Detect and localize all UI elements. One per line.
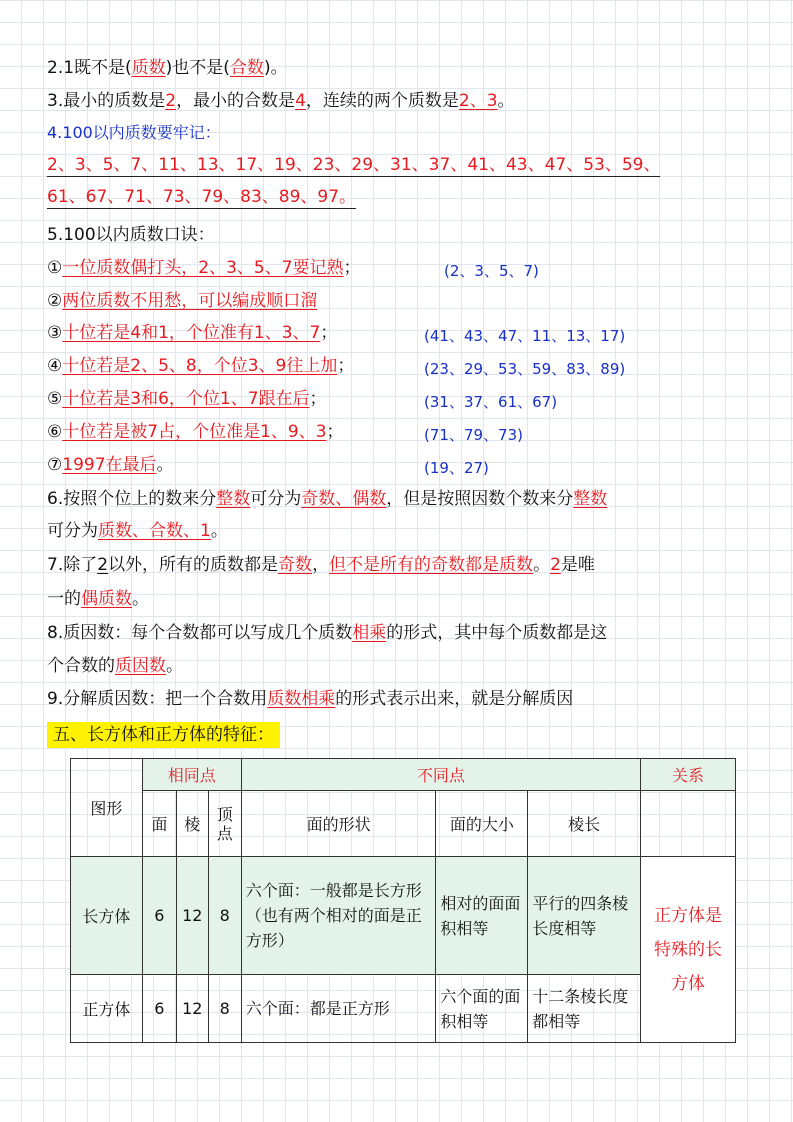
header-edge: 棱 — [176, 791, 208, 857]
mnemonic-punct: ； — [337, 356, 355, 376]
mnemonic-3 — [47, 322, 337, 344]
q7-text: 。 — [533, 555, 551, 575]
q7-line-1 — [47, 554, 595, 576]
q6-text: 。 — [210, 521, 228, 541]
mnemonic-text: 两位质数不用愁，可以编成顺口溜 — [62, 291, 318, 311]
q6-line-1 — [47, 488, 607, 510]
row-vertex: 8 — [208, 857, 241, 975]
q8-answer: 相乘 — [352, 623, 387, 643]
mnemonic-note-7: (19、27) — [424, 459, 489, 477]
header-relation: 关系 — [641, 759, 736, 791]
mnemonic-note-1: (2、3、5、7) — [444, 262, 539, 280]
row-name: 正方体 — [71, 975, 143, 1043]
prime-list-text: 61、67、71、73、79、83、89、97。 — [47, 187, 357, 207]
q4-title: 4.100以内质数要牢记： — [47, 123, 221, 142]
row-size: 六个面的面积相等 — [436, 975, 528, 1043]
q7-text: 是唯 — [560, 555, 595, 575]
mnemonic-text: 一位质数偶打头，2、3、5、7要记熟 — [62, 258, 344, 278]
prime-list-line-2 — [47, 181, 731, 213]
header-shape: 图形 — [71, 759, 143, 857]
mnemonic-number: ⑦ — [47, 455, 63, 475]
q8-text: 个合数的 — [47, 656, 115, 676]
q7-text: 一的 — [47, 589, 81, 609]
mnemonic-note-5: (31、37、61、67) — [424, 393, 558, 411]
q7-answer: 偶质数 — [81, 589, 132, 609]
q6-text: 可分为 — [250, 489, 302, 509]
q9-answer: 质数相乘 — [267, 689, 336, 709]
q2-answer-2: 合数 — [229, 58, 264, 78]
q3-text: ，最小的合数是 — [176, 91, 296, 111]
row-edge: 12 — [176, 857, 208, 975]
q6-text: 6.按照个位上的数来分 — [47, 489, 217, 509]
q6-answer: 整数 — [573, 489, 608, 509]
mnemonic-4 — [47, 355, 354, 377]
mnemonic-number: ④ — [47, 356, 63, 376]
q6-text: 可分为 — [47, 521, 98, 541]
row-size: 相对的面面积相等 — [436, 857, 528, 975]
mnemonic-number: ⑤ — [47, 389, 63, 409]
q3-answer-1: 2 — [165, 91, 177, 111]
q2-text: 2.1既不是( — [47, 58, 132, 78]
q3-answer-3: 2、3 — [458, 91, 498, 111]
q7-text: 以外，所有的质数都是 — [108, 555, 279, 575]
q8-text: 。 — [166, 656, 183, 676]
mnemonic-punct: 。 — [156, 455, 174, 475]
q8-line-1 — [47, 622, 607, 644]
row-face: 6 — [142, 975, 176, 1043]
q8-line-2 — [47, 655, 183, 677]
header-different: 不同点 — [241, 759, 640, 791]
mnemonic-number: ⑥ — [47, 422, 63, 442]
row-edge: 12 — [176, 975, 208, 1043]
q6-text: ，但是按照因数个数来分 — [386, 489, 574, 509]
mnemonic-text: 十位若是4和1，个位准有1、3、7 — [62, 323, 321, 343]
q3-text: ，连续的两个质数是 — [305, 91, 459, 111]
q9-text: 9.分解质因数：把一个合数用 — [47, 689, 268, 709]
q7-answer: 奇数 — [278, 555, 313, 575]
mnemonic-punct: ； — [320, 323, 338, 343]
mnemonic-2 — [47, 290, 317, 312]
q7-line-2 — [47, 588, 149, 610]
header-same: 相同点 — [142, 759, 241, 791]
q8-text: 的形式，其中每个质数都是这 — [386, 623, 608, 643]
mnemonic-note-6: (71、79、73) — [424, 426, 523, 444]
row-vertex: 8 — [208, 975, 241, 1043]
q7-text: 7.除了 — [47, 555, 98, 575]
header-face: 面 — [142, 791, 176, 857]
q6-answer: 整数 — [216, 489, 251, 509]
mnemonic-7 — [47, 454, 174, 476]
mnemonic-text: 十位若是被7占，个位准是1、9、3 — [62, 422, 327, 442]
mnemonic-text: 1997在最后 — [62, 455, 157, 475]
q9-text: 的形式表示出来，就是分解质因 — [335, 689, 574, 709]
q7-text: ， — [312, 555, 330, 575]
q7-answer: 但不是所有的奇数都是质数 — [329, 555, 534, 575]
mnemonic-number: ① — [47, 258, 63, 278]
header-vertex: 顶点 — [208, 791, 241, 857]
mnemonic-5 — [47, 388, 327, 410]
q8-answer: 质因数 — [115, 656, 166, 676]
mnemonic-number: ② — [47, 291, 63, 311]
mnemonic-number: ③ — [47, 323, 63, 343]
mnemonic-punct: ； — [343, 258, 361, 278]
row-face: 6 — [142, 857, 176, 975]
q2-line — [47, 57, 288, 79]
q3-text: 。 — [497, 91, 515, 111]
q6-answer: 质数、合数、1 — [98, 521, 211, 541]
row-edge-length: 十二条棱长度都相等 — [528, 975, 641, 1043]
mnemonic-1 — [47, 257, 361, 279]
prime-list — [47, 149, 731, 213]
q3-line — [47, 90, 515, 112]
mnemonic-note-4: (23、29、53、59、83、89) — [424, 360, 626, 378]
prime-list-line-1 — [47, 149, 731, 181]
header-edge-length: 棱长 — [528, 791, 641, 857]
row-name: 长方体 — [71, 857, 143, 975]
q2-text: )。 — [263, 58, 288, 78]
mnemonic-text: 十位若是2、5、8，个位3、9往上加 — [62, 356, 338, 376]
row-shape: 六个面：都是正方形 — [241, 975, 436, 1043]
q9-line — [47, 688, 573, 710]
mnemonic-punct: ； — [309, 389, 327, 409]
q8-text: 8.质因数：每个合数都可以写成几个质数 — [47, 623, 353, 643]
q2-answer-1: 质数 — [131, 58, 166, 78]
header-face-shape: 面的形状 — [241, 791, 436, 857]
mnemonic-text: 十位若是3和6，个位1、7跟在后 — [62, 389, 310, 409]
q6-answer: 奇数、偶数 — [301, 489, 387, 509]
table-row — [71, 975, 736, 1043]
cuboid-cube-table — [70, 758, 736, 1043]
section-title: 五、长方体和正方体的特征： — [47, 722, 280, 748]
row-edge-length: 平行的四条棱长度相等 — [528, 857, 641, 975]
q7-text: 。 — [132, 589, 149, 609]
mnemonic-punct: ； — [326, 422, 344, 442]
q7-answer: 2 — [550, 555, 561, 575]
header-relation-empty — [641, 791, 736, 857]
mnemonic-note-3: (41、43、47、11、13、17) — [424, 327, 626, 345]
q2-text: )也不是( — [165, 58, 230, 78]
prime-list-text: 2、3、5、7、11、13、17、19、23、29、31、37、41、43、47、53、59、 — [47, 155, 661, 175]
q3-text: 3.最小的质数是 — [47, 91, 166, 111]
q6-line-2 — [47, 520, 228, 542]
relation-cell: 正方体是特殊的长方体 — [641, 857, 736, 1043]
q7-text: 2 — [97, 555, 109, 575]
q3-answer-2: 4 — [295, 91, 306, 111]
row-shape: 六个面：一般都是长方形（也有两个相对的面是正方形） — [241, 857, 436, 975]
header-face-size: 面的大小 — [436, 791, 528, 857]
table-row — [71, 857, 736, 975]
q5-title: 5.100以内质数口诀： — [47, 225, 215, 245]
mnemonic-6 — [47, 421, 344, 443]
